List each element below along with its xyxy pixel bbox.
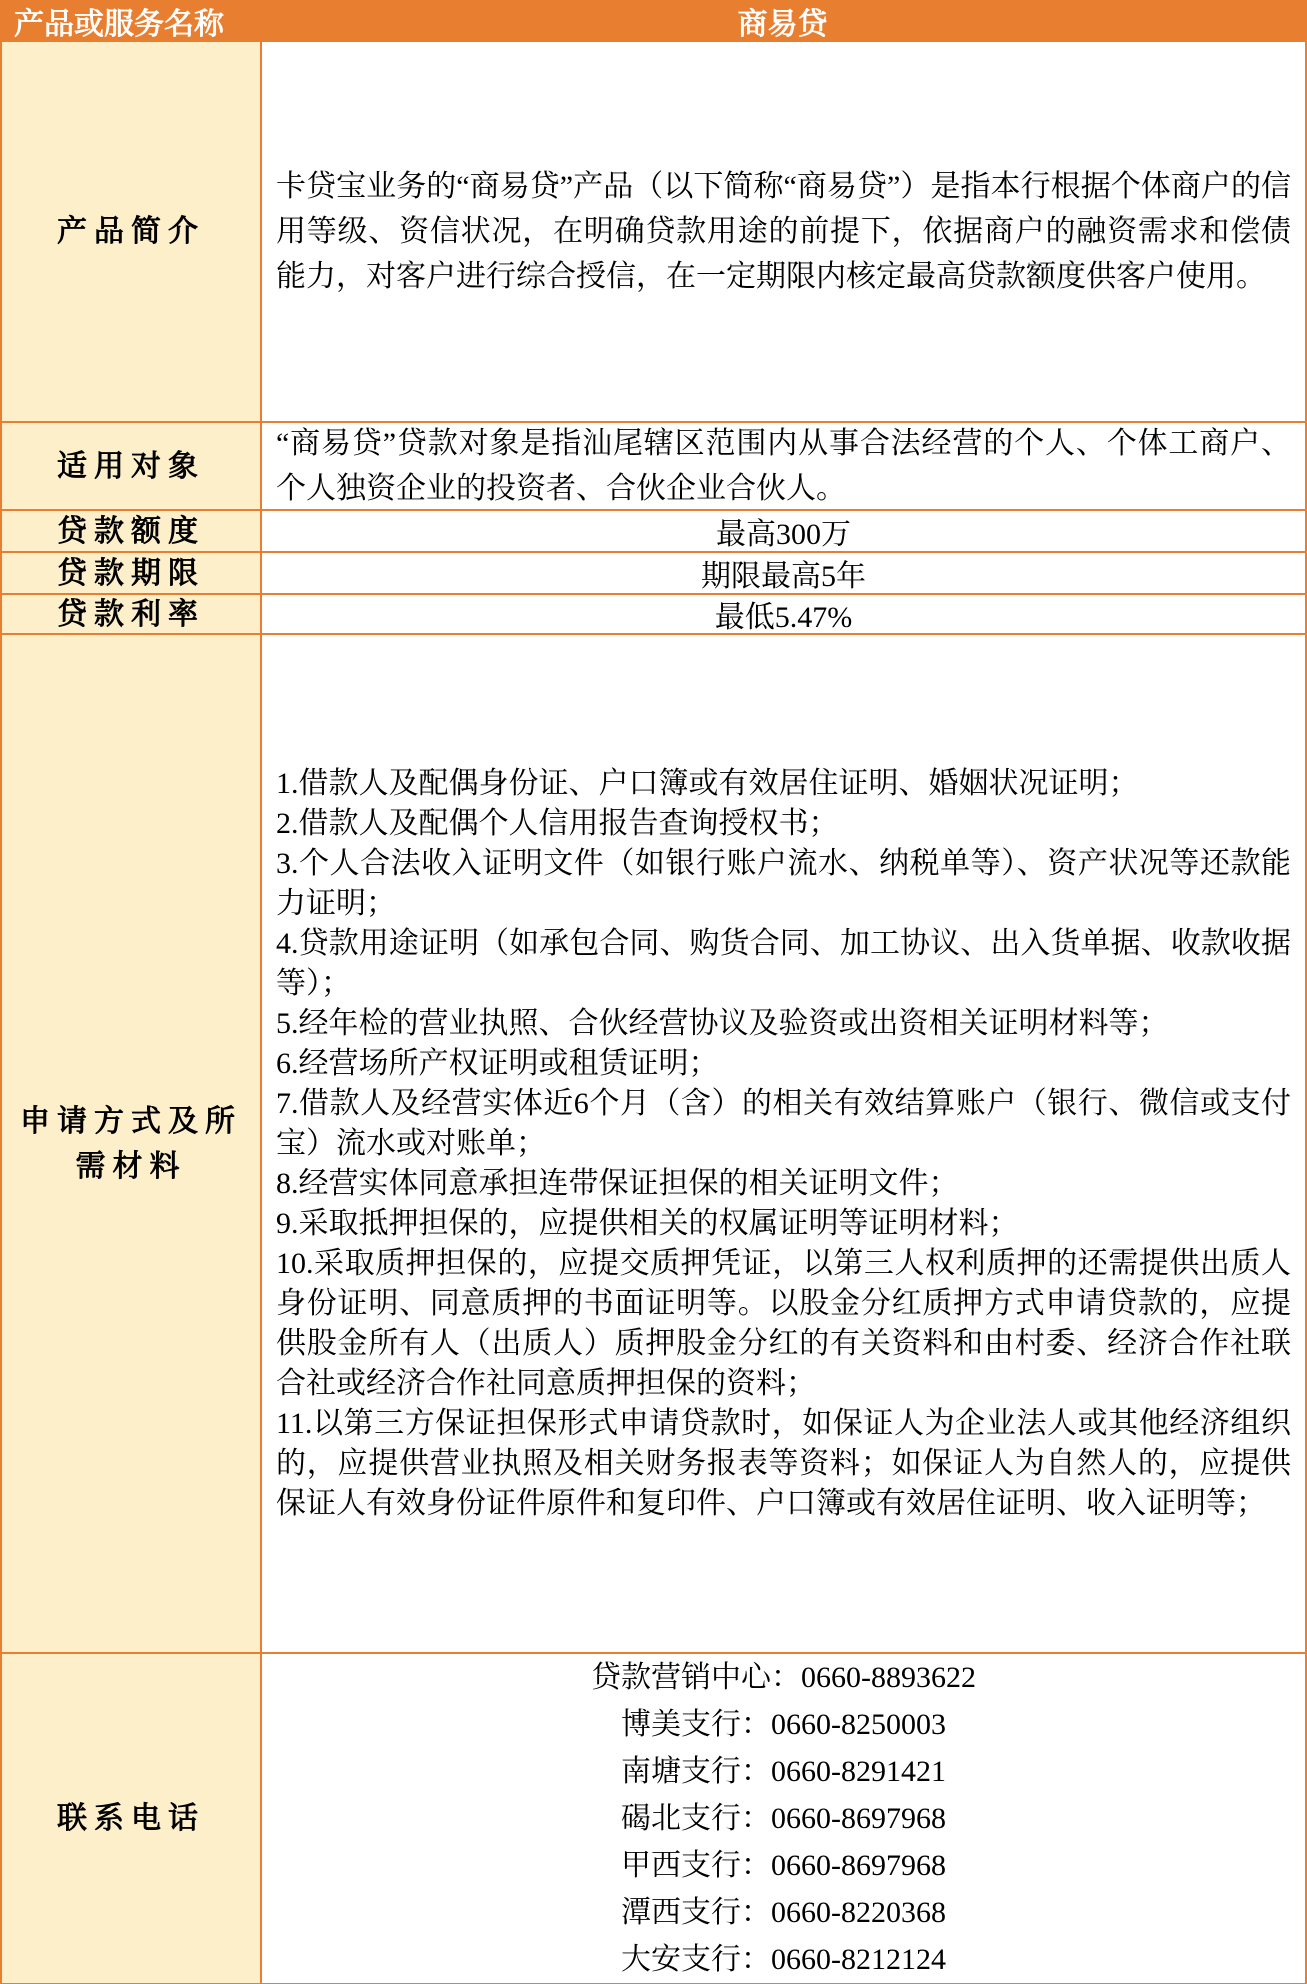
materials-item: 10.采取质押担保的，应提交质押凭证，以第三人权利质押的还需提供出质人身份证明、同意质押的书面证明等。以股金分红质押方式申请贷款的，应提供股金所有人（出质人）质押股金分红的有关资料和由村委、经济合作社联合社或经济合作社同意质押担保的资料； [276, 1246, 1291, 1400]
row-target-label: 适用对象 [2, 423, 260, 509]
term-value: 期限最高5年 [701, 560, 866, 593]
contact-phone-line: 南塘支行：0660-8291421 [621, 1755, 946, 1788]
row-term-label: 贷款期限 [2, 553, 260, 593]
materials-item: 8.经营实体同意承担连带保证担保的相关证明文件； [276, 1166, 959, 1200]
row-amount-content [262, 511, 1305, 551]
contact-phone-line: 博美支行：0660-8250003 [621, 1708, 946, 1741]
row-rate-content [262, 595, 1305, 633]
contact-phone-line: 贷款营销中心：0660-8893622 [591, 1661, 976, 1694]
row-intro-content [262, 42, 1305, 421]
materials-item: 2.借款人及配偶个人信用报告查询授权书； [276, 806, 839, 840]
row-materials-content [262, 635, 1305, 1652]
contact-phone-line: 甲西支行：0660-8697968 [621, 1849, 946, 1882]
row-term-content [262, 553, 1305, 593]
materials-item: 11.以第三方保证担保形式申请贷款时，如保证人为企业法人或其他经济组织的，应提供营业执照及相关财务报表等资料；如保证人为自然人的，应提供保证人有效身份证件原件和复印件、户口簿或有效居住证明、收入证明等； [276, 1406, 1291, 1520]
row-materials-label: 申请方式及所需材料 [2, 635, 260, 1652]
row-contact-content [262, 1654, 1305, 1983]
contact-phone-line: 大安支行：0660-8212124 [621, 1943, 946, 1976]
header-name-column-title: 产品或服务名称 [14, 8, 224, 41]
materials-item: 4.贷款用途证明（如承包合同、购货合同、加工协议、出入货单据、收款收据等）； [276, 926, 1291, 1000]
materials-item: 5.经年检的营业执照、合伙经营协议及验资或出资相关证明材料等； [276, 1006, 1169, 1040]
rate-value: 最低5.47% [714, 601, 853, 634]
row-contact-label: 联系电话 [2, 1654, 260, 1983]
materials-item: 6.经营场所产权证明或租赁证明； [276, 1046, 719, 1080]
row-intro-label: 产品简介 [2, 42, 260, 421]
materials-item: 3.个人合法收入证明文件（如银行账户流水、纳税单等）、资产状况等还款能力证明； [276, 846, 1291, 920]
intro-paragraph: 卡贷宝业务的“商易贷”产品（以下简称“商易贷”）是指本行根据个体商户的信用等级、资信状况，在明确贷款用途的前提下，依据商户的融资需求和偿债能力，对客户进行综合授信，在一定期限内核定最高贷款额度供客户使用。 [276, 170, 1291, 293]
contact-phone-line: 潭西支行：0660-8220368 [621, 1896, 946, 1929]
contact-phone-line: 碣北支行：0660-8697968 [621, 1802, 946, 1835]
table-header-row [2, 2, 1305, 40]
target-paragraph: “商易贷”贷款对象是指汕尾辖区范围内从事合法经营的个人、个体工商户、个人独资企业的投资者、合伙企业合伙人。 [276, 427, 1291, 505]
amount-value: 最高300万 [716, 518, 851, 551]
header-product-name: 商易贷 [737, 8, 828, 41]
row-target-content [262, 423, 1305, 509]
materials-item: 7.借款人及经营实体近6个月（含）的相关有效结算账户（银行、微信或支付宝）流水或对账单； [276, 1086, 1291, 1160]
row-amount-label: 贷款额度 [2, 511, 260, 551]
row-rate-label: 贷款利率 [2, 595, 260, 633]
materials-item: 1.借款人及配偶身份证、户口簿或有效居住证明、婚姻状况证明； [276, 766, 1139, 800]
materials-item: 9.采取抵押担保的，应提供相关的权属证明等证明材料； [276, 1206, 1019, 1240]
